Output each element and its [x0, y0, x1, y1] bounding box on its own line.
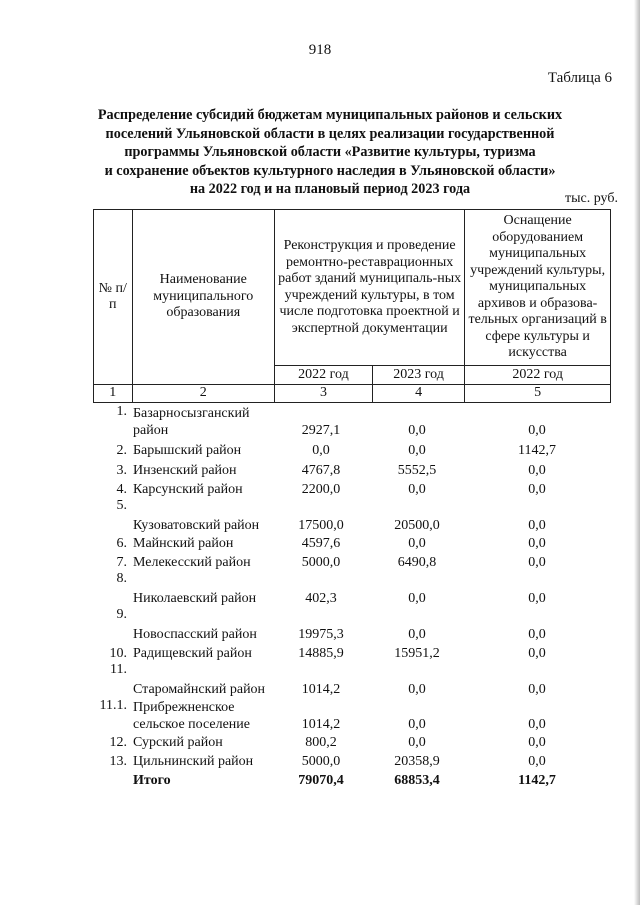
row-value-2022: 1014,2: [301, 681, 341, 697]
row-equipment-2022: 0,0: [528, 734, 546, 750]
title-line: на 2022 год и на плановый период 2023 года: [189, 181, 471, 197]
row-value-2022: 2927,1: [301, 422, 341, 438]
table-row: [93, 404, 611, 439]
column-index-1: 1: [94, 385, 133, 403]
row-name: Инзенский район: [133, 462, 237, 478]
title-line: и сохранение объектов культурного наследия в Ульяновской области»: [104, 162, 556, 179]
header-num: № п/п: [94, 210, 133, 385]
row-value-2022: 4597,6: [301, 535, 341, 551]
row-value-2022: 1014,2: [301, 716, 341, 732]
row-equipment-2022: 0,0: [528, 462, 546, 478]
table-row: [93, 552, 611, 571]
column-index-2: 2: [132, 385, 274, 403]
row-value-2022: 4767,8: [301, 462, 341, 478]
row-name: Кузоватовский район: [133, 517, 260, 533]
row-name: Мелекесский район: [133, 554, 251, 570]
row-equipment-2022: 0,0: [528, 554, 546, 570]
row-number: 12.: [109, 734, 127, 750]
row-equipment-2022: 1142,7: [518, 772, 556, 788]
row-name: Прибрежненское сельское поселение: [133, 700, 250, 732]
row-equipment-2022: 1142,7: [518, 442, 556, 458]
title-line: поселений Ульяновской области в целях реализации государственной: [105, 125, 555, 142]
row-value-2023: 0,0: [408, 422, 426, 438]
table-row: [93, 459, 611, 479]
table-label: Таблица 6: [547, 70, 612, 86]
row-name: Барышский район: [133, 442, 242, 458]
row-value-2022: 0,0: [312, 442, 330, 458]
row-equipment-2022: 0,0: [528, 716, 546, 732]
row-equipment-2022: 0,0: [528, 517, 546, 533]
row-equipment-2022: 0,0: [528, 753, 546, 769]
row-number: 5.: [116, 498, 127, 513]
table-row: [93, 733, 611, 751]
row-number: 7.: [116, 554, 127, 570]
row-name: Базарносызганский район: [133, 406, 250, 438]
row-value-2023: 0,0: [408, 481, 426, 497]
table-row: [93, 534, 611, 552]
row-number: 11.1.: [99, 698, 127, 713]
row-number: 9.: [116, 607, 127, 622]
header-equipment: Оснащение оборудованием муниципальных учреждений культуры, муниципальных архивов и образова-тельных организаций в сфере культуры и искусства: [465, 210, 611, 366]
row-name: Итого: [133, 772, 171, 788]
table-row: [93, 662, 611, 698]
row-value-2022: 14885,9: [298, 645, 344, 661]
table-row: [93, 439, 611, 459]
row-number: 4.: [116, 481, 127, 497]
row-name: Новоспасский район: [133, 626, 257, 642]
row-value-2023: 5552,5: [397, 462, 437, 478]
row-number: 10.: [109, 645, 127, 661]
row-name: Майнский район: [133, 535, 234, 551]
row-name: Николаевский район: [133, 590, 257, 606]
row-value-2022: 402,3: [305, 590, 337, 606]
row-value-2022: 5000,0: [301, 554, 341, 570]
table-row: [93, 751, 611, 770]
row-name: Сурский район: [133, 734, 223, 750]
header-equipment-year-2022: 2022 год: [465, 366, 611, 385]
row-value-2023: 0,0: [408, 535, 426, 551]
row-value-2022: 19975,3: [298, 626, 344, 642]
row-equipment-2022: 0,0: [528, 535, 546, 551]
row-number: 3.: [116, 462, 127, 478]
row-name: Карсунский район: [133, 481, 243, 497]
column-index-4: 4: [372, 385, 464, 403]
row-equipment-2022: 0,0: [528, 681, 546, 697]
row-value-2023: 0,0: [408, 626, 426, 642]
units-label: тыс. руб.: [565, 191, 618, 206]
header-name: Наименование муниципального образования: [132, 210, 274, 385]
table-body: [93, 404, 611, 789]
row-number: 13.: [109, 753, 127, 769]
row-equipment-2022: 0,0: [528, 422, 546, 438]
row-number: 6.: [116, 535, 127, 551]
row-name: Радищевский район: [133, 645, 252, 661]
row-value-2023: 0,0: [408, 734, 426, 750]
title-line: Распределение субсидий бюджетам муниципальных районов и сельских: [97, 107, 563, 123]
row-value-2023: 20358,9: [394, 753, 440, 769]
row-value-2022: 5000,0: [301, 753, 341, 769]
row-value-2022: 79070,4: [298, 772, 344, 788]
scan-edge-shadow: [634, 0, 640, 905]
row-name: Цильнинский район: [133, 753, 254, 769]
row-value-2023: 6490,8: [397, 554, 437, 570]
row-value-2023: 20500,0: [394, 517, 440, 533]
row-value-2022: 2200,0: [301, 481, 341, 497]
table-row: [93, 479, 611, 498]
table-header: [93, 209, 611, 403]
page-number: 918: [308, 42, 332, 58]
row-value-2023: 0,0: [408, 716, 426, 732]
header-reconstruction: Реконструкция и проведение ремонтно-реставрационных работ зданий муниципаль-ных учреждений культуры, в том числе подготовка проектной и экспертной документации: [274, 210, 464, 366]
header-year-2022: 2022 год: [274, 366, 372, 385]
row-name: Старомайнский район: [133, 681, 266, 697]
row-value-2023: 0,0: [408, 681, 426, 697]
document-title: [80, 106, 580, 199]
table-row: [93, 698, 611, 733]
row-value-2022: 17500,0: [298, 517, 344, 533]
row-value-2023: 0,0: [408, 590, 426, 606]
row-equipment-2022: 0,0: [528, 645, 546, 661]
table-row-total: [93, 770, 611, 789]
table-row: [93, 643, 611, 662]
row-value-2023: 68853,4: [394, 772, 440, 788]
row-value-2022: 800,2: [305, 734, 337, 750]
row-equipment-2022: 0,0: [528, 481, 546, 497]
column-index-3: 3: [274, 385, 372, 403]
row-number: 2.: [116, 442, 127, 458]
title-line: программы Ульяновской области «Развитие культуры, туризма: [124, 144, 536, 160]
header-year-2023: 2023 год: [372, 366, 464, 385]
table-row: [93, 571, 611, 607]
row-value-2023: 0,0: [408, 442, 426, 458]
table-row: [93, 607, 611, 643]
column-index-5: 5: [465, 385, 611, 403]
row-number: 8.: [116, 571, 127, 586]
table-row: [93, 498, 611, 534]
row-equipment-2022: 0,0: [528, 626, 546, 642]
row-number: 1.: [116, 404, 127, 419]
row-number: 11.: [110, 662, 127, 677]
row-value-2023: 15951,2: [394, 645, 440, 661]
row-equipment-2022: 0,0: [528, 590, 546, 606]
